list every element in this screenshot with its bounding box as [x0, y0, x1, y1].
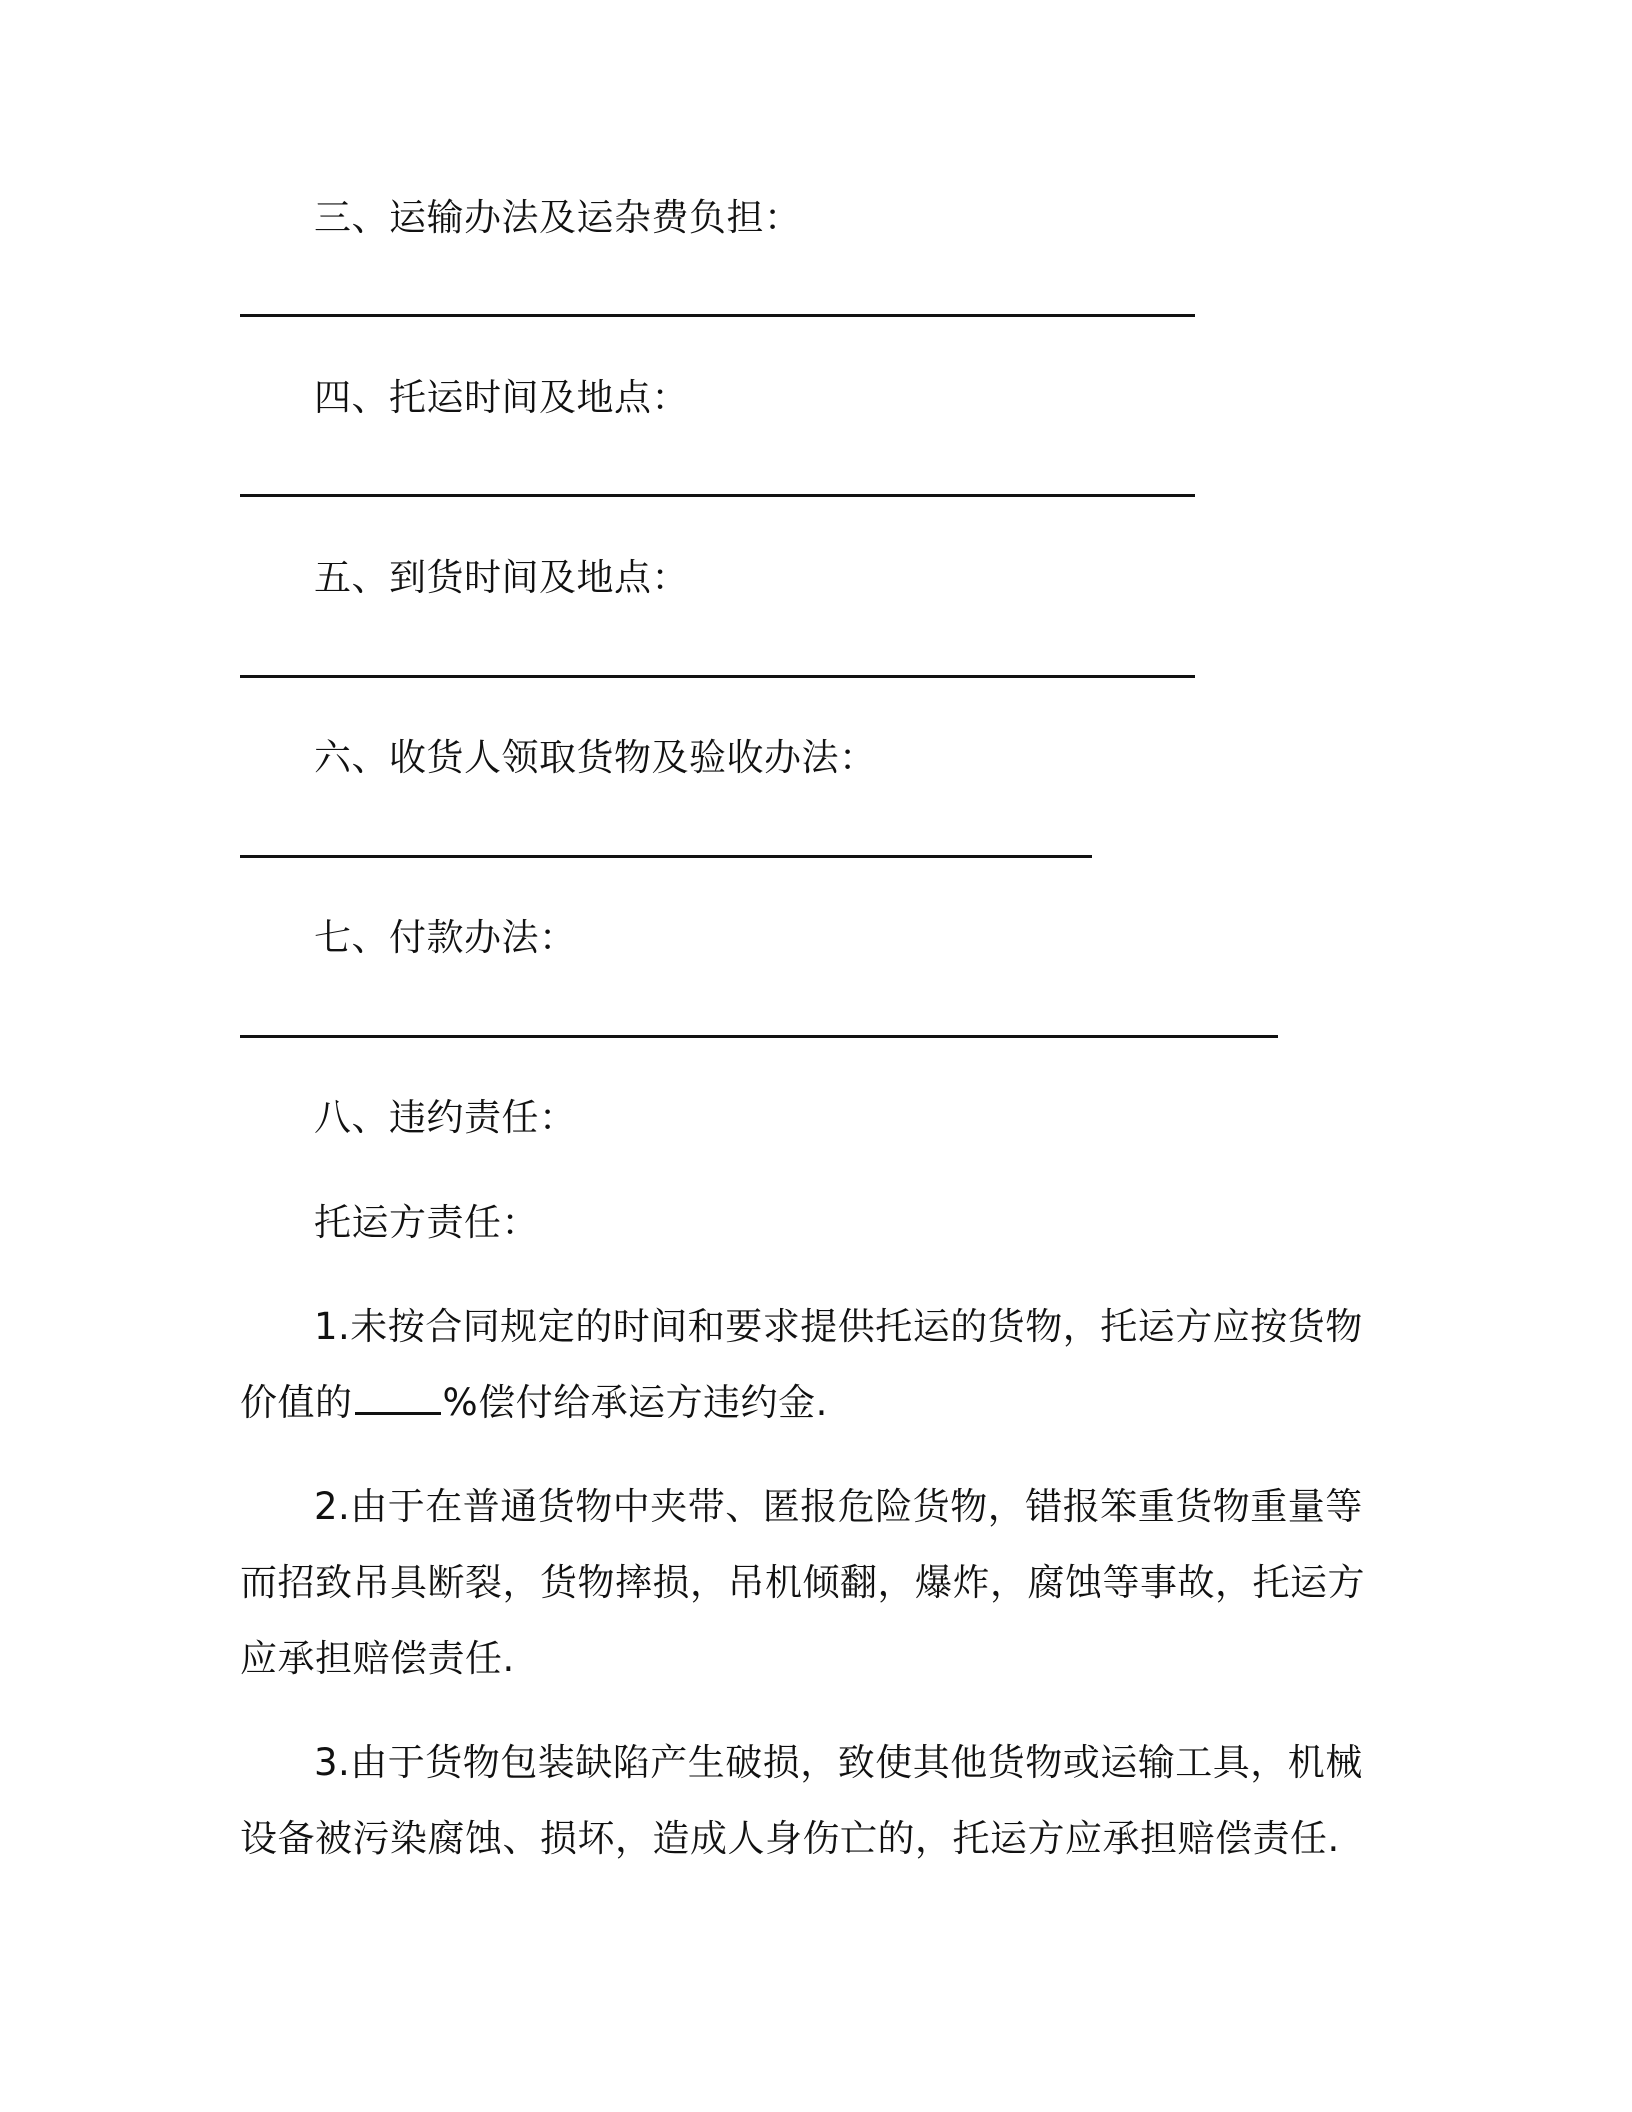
section-7-blank-line	[240, 1035, 1278, 1038]
section-5-blank-line	[240, 675, 1195, 678]
item-2-line-1: 2.由于在普通货物中夹带、匿报危险货物，错报笨重货物重量等	[314, 1485, 1363, 1528]
section-6-heading: 六、收货人领取货物及验收办法：	[314, 736, 877, 779]
section-4-heading: 四、托运时间及地点：	[314, 376, 689, 419]
section-5-heading: 五、到货时间及地点：	[314, 556, 689, 599]
section-3-blank-line	[240, 314, 1195, 317]
item-1-line-2-before: 价值的	[240, 1381, 353, 1424]
item-3-line-2: 设备被污染腐蚀、损坏，造成人身伤亡的，托运方应承担赔偿责任.	[240, 1817, 1340, 1860]
section-7-heading: 七、付款办法：	[314, 916, 577, 959]
section-6-blank-line	[240, 855, 1092, 858]
section-4-blank-line	[240, 494, 1195, 497]
item-3-line-1: 3.由于货物包装缺陷产生破损，致使其他货物或运输工具，机械	[314, 1741, 1363, 1784]
shipper-responsibility-heading: 托运方责任：	[314, 1201, 539, 1244]
item-2-line-2: 而招致吊具断裂，货物摔损，吊机倾翻，爆炸，腐蚀等事故，托运方	[240, 1561, 1365, 1604]
item-1-line-2	[240, 1378, 828, 1428]
item-2-line-3: 应承担赔偿责任.	[240, 1637, 515, 1680]
item-1-line-2-after: %偿付给承运方违约金.	[442, 1381, 828, 1424]
section-3-heading: 三、运输办法及运杂费负担：	[314, 196, 802, 239]
percentage-blank	[355, 1378, 441, 1415]
item-1-line-1: 1.未按合同规定的时间和要求提供托运的货物，托运方应按货物	[314, 1305, 1363, 1348]
section-8-heading: 八、违约责任：	[314, 1096, 577, 1139]
